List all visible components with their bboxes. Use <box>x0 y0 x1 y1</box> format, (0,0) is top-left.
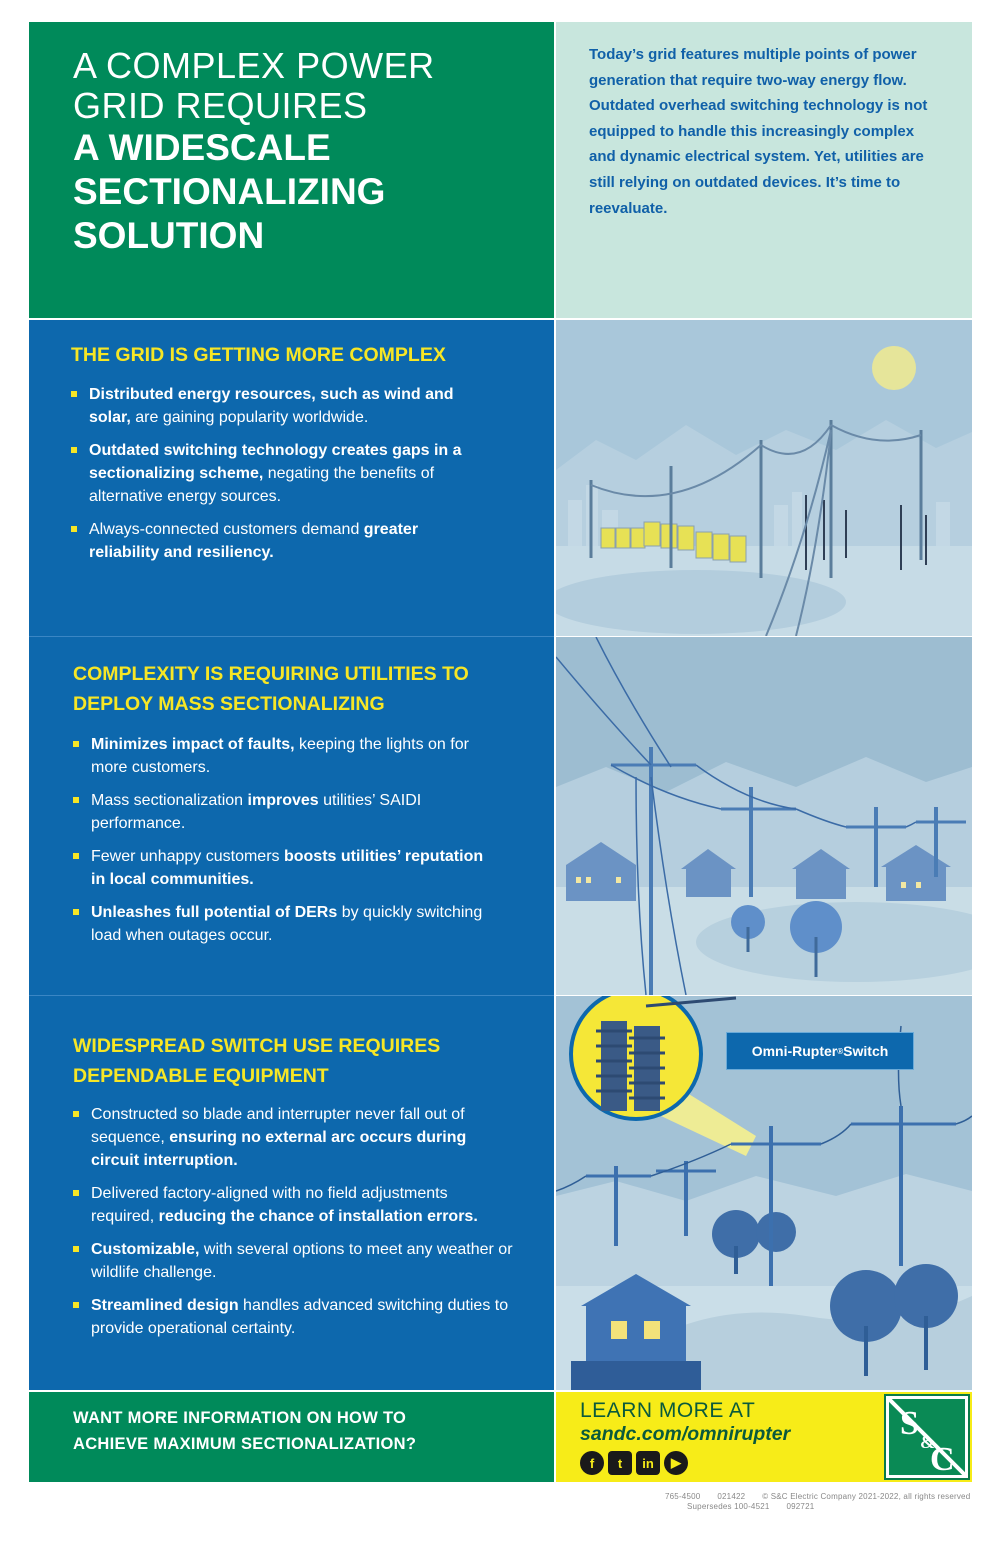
section1-heading: THE GRID IS GETTING MORE COMPLEX <box>71 344 446 366</box>
fineprint-line-1: 765-4500 021422 © S&C Electric Company 2021-2022, all rights reserved <box>665 1492 971 1501</box>
svg-text:C: C <box>930 1441 955 1478</box>
fineprint-line-2: Supersedes 100-4521 092721 <box>687 1502 815 1511</box>
list-item: Distributed energy resources, such as wind and solar, are gaining popularity worldwide. <box>71 383 491 429</box>
list-item: Outdated switching technology creates gaps in a sectionalizing scheme, negating the benefits of alternative energy sources. <box>71 439 491 508</box>
section-mass-sectionalizing <box>29 637 554 995</box>
section2-bullets <box>73 733 493 957</box>
title-line-3: A WIDESCALE <box>73 127 331 168</box>
social-links <box>580 1451 688 1475</box>
learn-more-link[interactable]: sandc.com/omnirupter <box>580 1423 791 1445</box>
section3-heading: WIDESPREAD SWITCH USE REQUIRES DEPENDABLE EQUIPMENT <box>73 1035 441 1087</box>
section3-bullets <box>73 1103 513 1350</box>
sandc-logo <box>884 1394 970 1480</box>
omni-rupter-switch-label: Omni-Rupter ® Switch <box>726 1032 914 1070</box>
title-line-4: SECTIONALIZING <box>73 171 386 212</box>
renewables-scene <box>556 320 972 636</box>
title-line-2: GRID REQUIRES <box>73 85 368 126</box>
section-grid-complex <box>29 320 554 636</box>
section-dependable-equipment <box>29 996 554 1390</box>
illustration-switch <box>556 996 972 1390</box>
title-line-5: SOLUTION <box>73 215 265 256</box>
page-title <box>73 46 435 258</box>
header-intro-panel <box>556 22 972 318</box>
intro-text: Today’s grid features multiple points of power generation that require two-way energy flow. Outdated overhead switching technology is not equipped to handle this increasingly complex and dynamic electrical system. Yet, utilities are still relying on outdated devices. It’s time to reevaluate. <box>589 46 928 217</box>
list-item: Delivered factory-aligned with no field adjustments required, reducing the chance of installation errors. <box>73 1182 513 1228</box>
sun-icon <box>872 346 916 390</box>
header-title-panel <box>29 22 554 318</box>
list-item: Fewer unhappy customers boosts utilities’ reputation in local communities. <box>73 845 493 891</box>
svg-text:&: & <box>920 1432 935 1452</box>
list-item: Minimizes impact of faults, keeping the lights on for more customers. <box>73 733 493 779</box>
cta-text: WANT MORE INFORMATION ON HOW TO ACHIEVE MAXIMUM SECTIONALIZATION? <box>73 1409 417 1453</box>
illustration-renewables <box>556 320 972 636</box>
footer-cta-panel <box>29 1392 554 1482</box>
facebook-icon[interactable]: f <box>580 1451 604 1475</box>
footer-learn-more-panel <box>556 1392 972 1482</box>
list-item: Constructed so blade and interrupter never fall out of sequence, ensuring no external arc occurs during circuit interruption. <box>73 1103 513 1172</box>
list-item: Customizable, with several options to meet any weather or wildlife challenge. <box>73 1238 513 1284</box>
list-item: Streamlined design handles advanced switching duties to provide operational certainty. <box>73 1294 513 1340</box>
svg-text:S: S <box>900 1405 919 1442</box>
neighborhood-scene <box>556 637 972 995</box>
youtube-icon[interactable]: ▶ <box>664 1451 688 1475</box>
logo-mark <box>886 1396 968 1478</box>
section2-heading: COMPLEXITY IS REQUIRING UTILITIES TO DEPLOY MASS SECTIONALIZING <box>73 663 469 715</box>
linkedin-icon[interactable]: in <box>636 1451 660 1475</box>
twitter-icon[interactable]: t <box>608 1451 632 1475</box>
title-line-1: A COMPLEX POWER <box>73 45 435 86</box>
section1-bullets <box>71 383 491 574</box>
list-item: Always-connected customers demand greater reliability and resiliency. <box>71 518 491 564</box>
illustration-neighborhood <box>556 637 972 995</box>
list-item: Mass sectionalization improves utilities’ SAIDI performance. <box>73 789 493 835</box>
learn-more-label: LEARN MORE AT <box>580 1399 756 1422</box>
list-item: Unleashes full potential of DERs by quickly switching load when outages occur. <box>73 901 493 947</box>
